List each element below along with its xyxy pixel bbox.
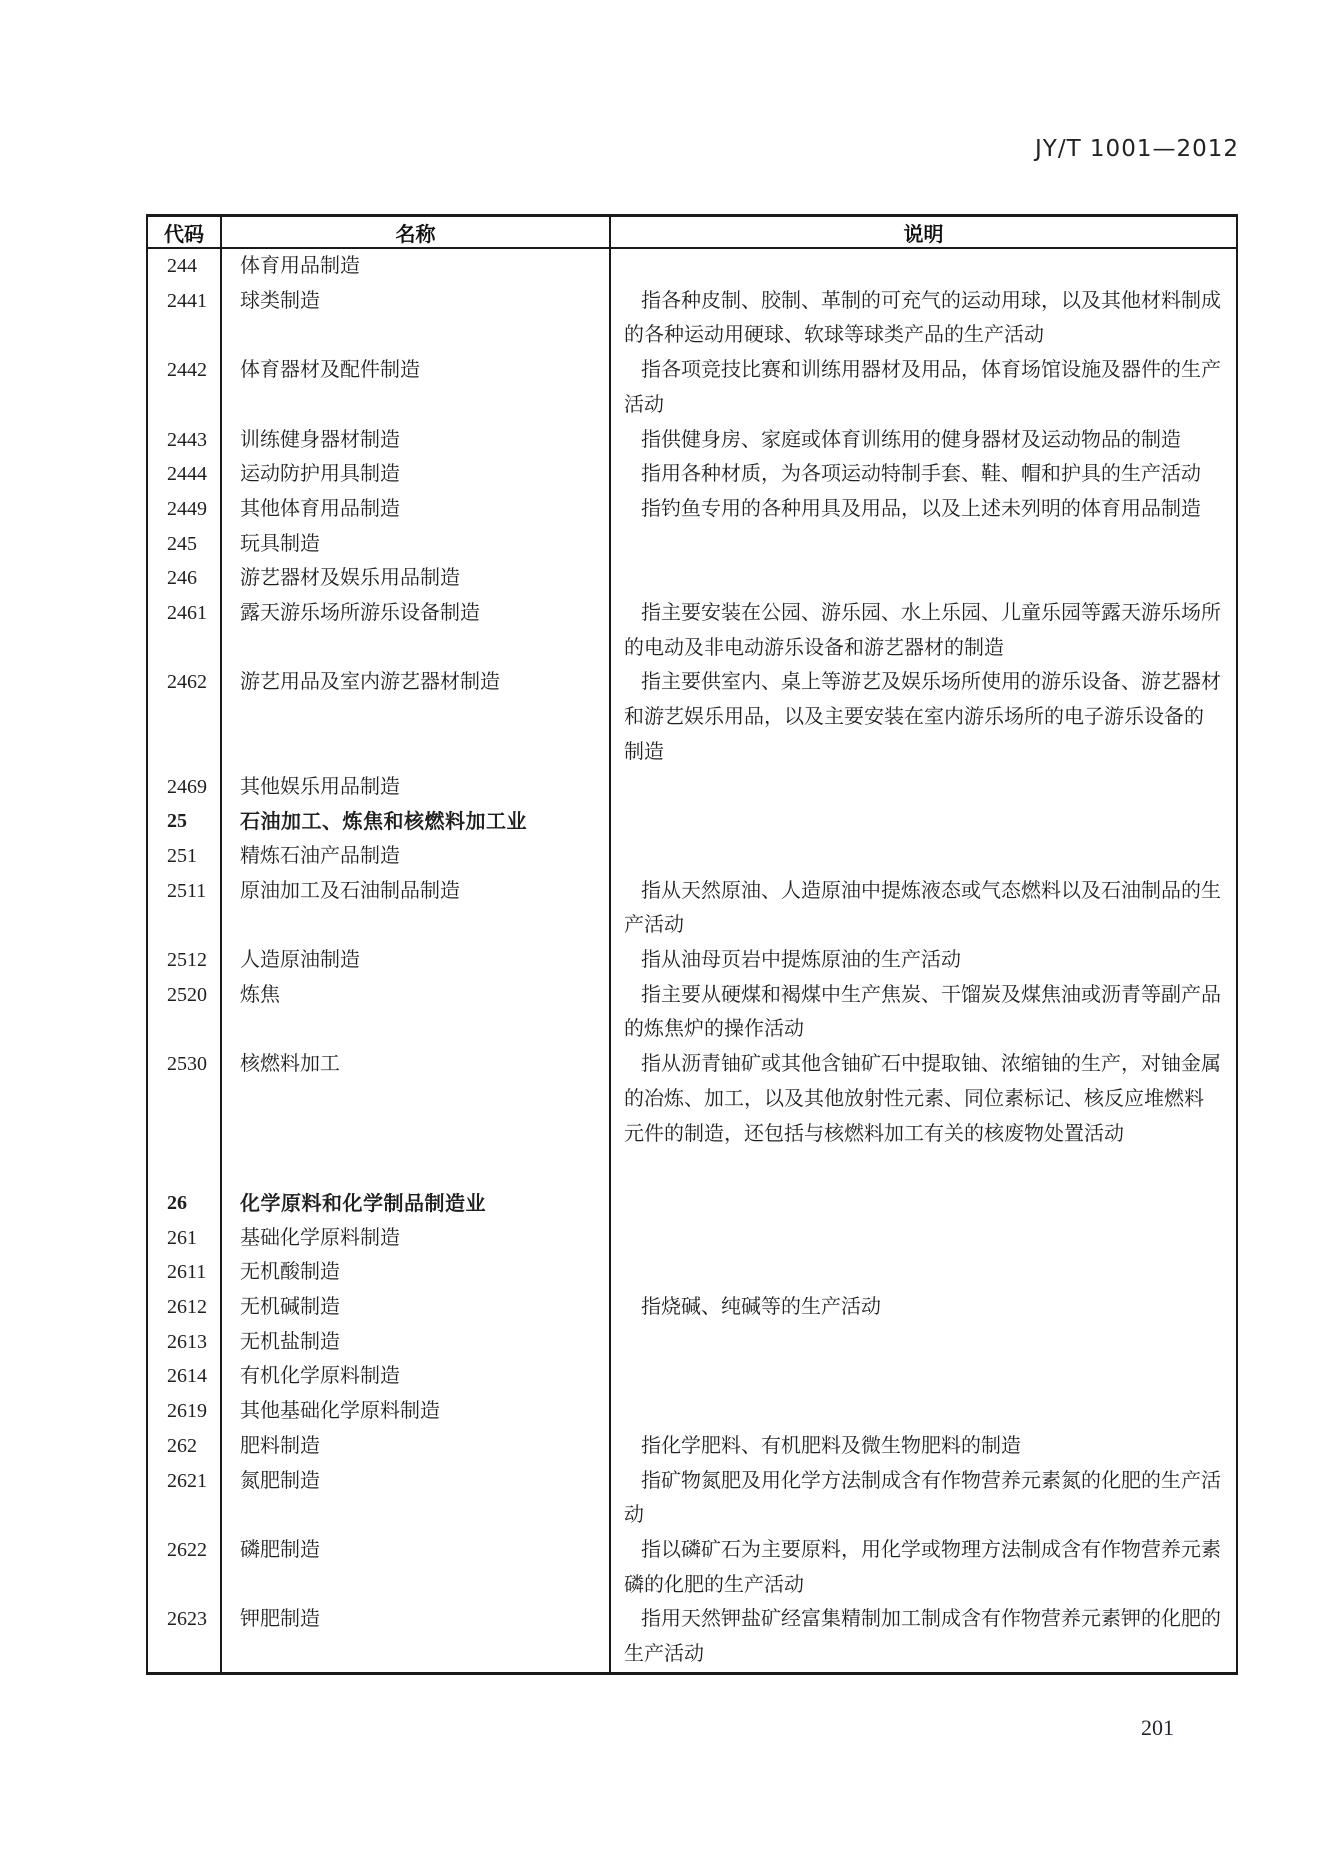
industry-classification-table	[146, 214, 1238, 1675]
row-code-cell: 2461	[148, 596, 222, 665]
table-row	[148, 1394, 1236, 1429]
row-code-cell: 245	[148, 527, 222, 562]
row-code-cell: 2441	[148, 284, 222, 353]
table-row	[148, 492, 1236, 527]
row-name-cell: 核燃料加工	[222, 1047, 611, 1151]
row-name-cell: 精炼石油产品制造	[222, 839, 611, 874]
table-body	[148, 249, 1236, 1672]
row-description-cell: 指以磷矿石为主要原料，用化学或物理方法制成含有作物营养元素磷的化肥的生产活动	[624, 1539, 1221, 1596]
column-header-description: 说明	[903, 221, 944, 246]
table-row	[148, 249, 1236, 284]
table-row	[148, 457, 1236, 492]
table-row	[148, 1290, 1236, 1325]
row-name-cell: 游艺器材及娱乐用品制造	[222, 561, 611, 596]
standard-number: JY/T 1001—2012	[1034, 136, 1239, 162]
row-description-cell	[611, 1221, 1236, 1256]
row-code-cell: 2614	[148, 1359, 222, 1394]
row-code-cell: 2520	[148, 978, 222, 1047]
row-code-cell: 244	[148, 249, 222, 284]
table-row	[148, 839, 1236, 874]
row-code-cell: 262	[148, 1429, 222, 1464]
table-row	[148, 1221, 1236, 1256]
row-code-cell: 2621	[148, 1464, 222, 1533]
table-header-row	[148, 217, 1236, 249]
row-name-cell: 玩具制造	[222, 527, 611, 562]
table-row	[148, 1151, 1236, 1186]
row-name-cell: 体育器材及配件制造	[222, 353, 611, 422]
row-code-cell: 2462	[148, 665, 222, 769]
row-description-cell	[611, 527, 1236, 562]
row-name-cell: 肥料制造	[222, 1429, 611, 1464]
row-name-cell: 体育用品制造	[222, 249, 611, 284]
table-row	[148, 1602, 1236, 1671]
row-name-cell: 磷肥制造	[222, 1533, 611, 1602]
row-code-cell: 25	[148, 804, 222, 839]
row-description-cell: 指化学肥料、有机肥料及微生物肥料的制造	[641, 1434, 1021, 1457]
row-code-cell: 26	[148, 1186, 222, 1221]
row-name-cell: 石油加工、炼焦和核燃料加工业	[222, 804, 611, 839]
column-header-name: 名称	[222, 217, 611, 247]
row-description-cell: 指供健身房、家庭或体育训练用的健身器材及运动物品的制造	[641, 428, 1181, 451]
row-name-cell: 基础化学原料制造	[222, 1221, 611, 1256]
row-name-cell: 无机盐制造	[222, 1325, 611, 1360]
row-name-cell: 其他基础化学原料制造	[222, 1394, 611, 1429]
row-description-cell: 指各项竞技比赛和训练用器材及用品，体育场馆设施及器件的生产活动	[624, 359, 1221, 416]
row-code-cell: 2469	[148, 770, 222, 805]
row-code-cell: 2512	[148, 943, 222, 978]
table-row	[148, 561, 1236, 596]
row-description-cell: 指从油母页岩中提炼原油的生产活动	[641, 949, 961, 972]
row-description-cell: 指主要安装在公园、游乐园、水上乐园、儿童乐园等露天游乐场所的电动及非电动游乐设备和游艺器材的制造	[624, 602, 1221, 659]
row-description-cell: 指用天然钾盐矿经富集精制加工制成含有作物营养元素钾的化肥的生产活动	[624, 1608, 1221, 1666]
row-code-cell: 2611	[148, 1255, 222, 1290]
row-name-cell: 无机碱制造	[222, 1290, 611, 1325]
row-description-cell	[611, 1325, 1236, 1360]
row-code-cell: 261	[148, 1221, 222, 1256]
table-row	[148, 1047, 1236, 1151]
row-description-cell	[611, 839, 1236, 874]
table-row	[148, 943, 1236, 978]
row-description-cell	[611, 1186, 1236, 1221]
row-code-cell: 2511	[148, 874, 222, 943]
row-name-cell: 其他体育用品制造	[222, 492, 611, 527]
row-description-cell	[611, 1151, 1236, 1186]
row-description-cell	[611, 1394, 1236, 1429]
row-name-cell: 化学原料和化学制品制造业	[222, 1186, 611, 1221]
table-row	[148, 527, 1236, 562]
row-description-cell: 指用各种材质，为各项运动特制手套、鞋、帽和护具的生产活动	[641, 463, 1201, 486]
table-row	[148, 284, 1236, 353]
row-code-cell: 246	[148, 561, 222, 596]
row-description-cell: 指从天然原油、人造原油中提炼液态或气态燃料以及石油制品的生产活动	[624, 879, 1221, 937]
row-name-cell: 无机酸制造	[222, 1255, 611, 1290]
row-description-cell: 指矿物氮肥及用化学方法制成含有作物营养元素氮的化肥的生产活动	[624, 1469, 1221, 1527]
row-name-cell: 游艺用品及室内游艺器材制造	[222, 665, 611, 769]
table-row	[148, 423, 1236, 458]
table-row	[148, 1429, 1236, 1464]
row-description-cell: 指钓鱼专用的各种用具及用品，以及上述未列明的体育用品制造	[641, 497, 1201, 520]
row-code-cell: 2623	[148, 1602, 222, 1671]
table-row	[148, 804, 1236, 839]
row-name-cell: 人造原油制造	[222, 943, 611, 978]
row-name-cell: 炼焦	[222, 978, 611, 1047]
row-code-cell: 2619	[148, 1394, 222, 1429]
table-row	[148, 1464, 1236, 1533]
table-row	[148, 353, 1236, 422]
row-name-cell: 氮肥制造	[222, 1464, 611, 1533]
row-description-cell	[611, 770, 1236, 805]
row-description-cell: 指主要供室内、桌上等游艺及娱乐场所使用的游乐设备、游艺器材和游艺娱乐用品，以及主要安装在室内游乐场所的电子游乐设备的制造	[624, 671, 1221, 763]
table-row	[148, 596, 1236, 665]
table-row	[148, 874, 1236, 943]
table-row	[148, 1359, 1236, 1394]
row-description-cell	[611, 804, 1236, 839]
row-code-cell	[148, 1151, 222, 1186]
row-description-cell: 指主要从硬煤和褐煤中生产焦炭、干馏炭及煤焦油或沥青等副产品的炼焦炉的操作活动	[624, 983, 1221, 1041]
table-row	[148, 770, 1236, 805]
table-row	[148, 978, 1236, 1047]
row-description-cell: 指从沥青铀矿或其他含铀矿石中提取铀、浓缩铀的生产，对铀金属的冶炼、加工，以及其他放射性元素、同位素标记、核反应堆燃料元件的制造，还包括与核燃料加工有关的核废物处置活动	[624, 1053, 1221, 1145]
row-code-cell: 2612	[148, 1290, 222, 1325]
table-row	[148, 665, 1236, 769]
row-name-cell: 钾肥制造	[222, 1602, 611, 1671]
row-name-cell: 露天游乐场所游乐设备制造	[222, 596, 611, 665]
row-description-cell	[611, 249, 1236, 284]
table-row	[148, 1533, 1236, 1602]
row-name-cell	[222, 1151, 611, 1186]
row-code-cell: 2530	[148, 1047, 222, 1151]
row-code-cell: 2613	[148, 1325, 222, 1360]
row-code-cell: 2444	[148, 457, 222, 492]
table-row	[148, 1255, 1236, 1290]
row-code-cell: 2443	[148, 423, 222, 458]
row-description-cell: 指各种皮制、胶制、革制的可充气的运动用球，以及其他材料制成的各种运动用硬球、软球等球类产品的生产活动	[624, 289, 1221, 347]
row-name-cell: 运动防护用具制造	[222, 457, 611, 492]
row-description-cell	[611, 1359, 1236, 1394]
row-code-cell: 2442	[148, 353, 222, 422]
row-code-cell: 251	[148, 839, 222, 874]
column-header-code: 代码	[148, 217, 222, 247]
row-name-cell: 其他娱乐用品制造	[222, 770, 611, 805]
row-description-cell: 指烧碱、纯碱等的生产活动	[641, 1296, 881, 1319]
row-name-cell: 训练健身器材制造	[222, 423, 611, 458]
row-name-cell: 原油加工及石油制品制造	[222, 874, 611, 943]
page-number: 201	[1141, 1715, 1174, 1740]
row-name-cell: 球类制造	[222, 284, 611, 353]
table-row	[148, 1186, 1236, 1221]
row-description-cell	[611, 1255, 1236, 1290]
row-description-cell	[611, 561, 1236, 596]
table-row	[148, 1325, 1236, 1360]
row-code-cell: 2449	[148, 492, 222, 527]
row-code-cell: 2622	[148, 1533, 222, 1602]
row-name-cell: 有机化学原料制造	[222, 1359, 611, 1394]
